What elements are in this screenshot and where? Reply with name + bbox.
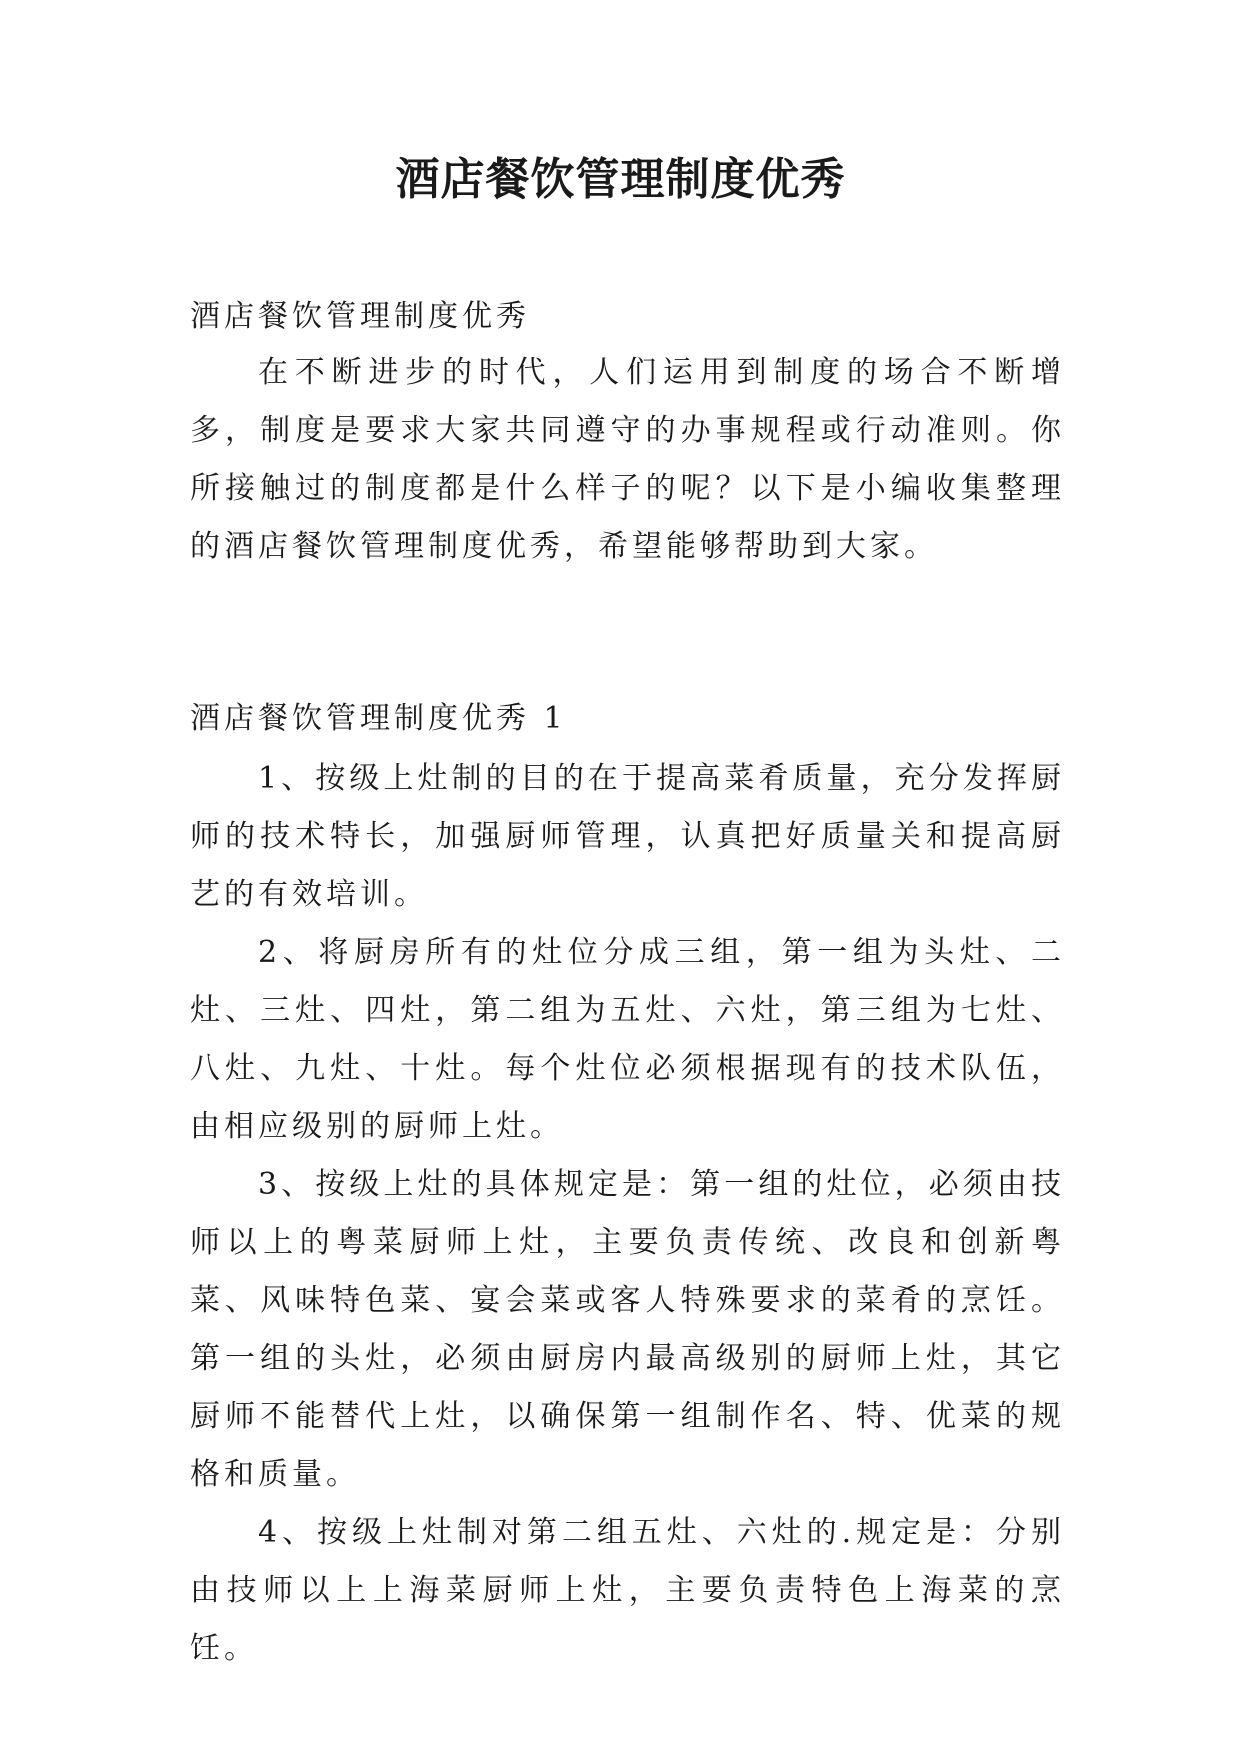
section-paragraph-1: 1、按级上灶制的目的在于提高菜肴质量，充分发挥厨师的技术特长，加强厨师管理，认真把好质量关和提高厨艺的有效培训。 bbox=[190, 761, 1065, 912]
section-paragraph-2: 2、将厨房所有的灶位分成三组，第一组为头灶、二灶、三灶、四灶，第二组为五灶、六灶，第三组为七灶、八灶、九灶、十灶。每个灶位必须根据现有的技术队伍，由相应级别的厨师上灶。 bbox=[190, 935, 1065, 1144]
section-heading: 酒店餐饮管理制度优秀 1 bbox=[190, 701, 567, 736]
intro-heading: 酒店餐饮管理制度优秀 bbox=[190, 299, 530, 334]
intro-paragraph: 在不断进步的时代，人们运用到制度的场合不断增多，制度是要求大家共同遵守的办事规程或行动准则。你所接触过的制度都是什么样子的呢？以下是小编收集整理的酒店餐饮管理制度优秀，希望能够帮助到大家。 bbox=[190, 355, 1065, 564]
section-body bbox=[190, 750, 1065, 1678]
section-paragraph-4: 4、按级上灶制对第二组五灶、六灶的.规定是：分别由技师以上上海菜厨师上灶，主要负责特色上海菜的烹饪。 bbox=[190, 1515, 1065, 1666]
section-paragraph-3: 3、按级上灶的具体规定是：第一组的灶位，必须由技师以上的粤菜厨师上灶，主要负责传统、改良和创新粤菜、风味特色菜、宴会菜或客人特殊要求的菜肴的烹饪。第一组的头灶，必须由厨房内最高级别的厨师上灶，其它厨师不能替代上灶，以确保第一组制作名、特、优菜的规格和质量。 bbox=[190, 1167, 1065, 1492]
document-title: 酒店餐饮管理制度优秀 bbox=[395, 154, 846, 205]
